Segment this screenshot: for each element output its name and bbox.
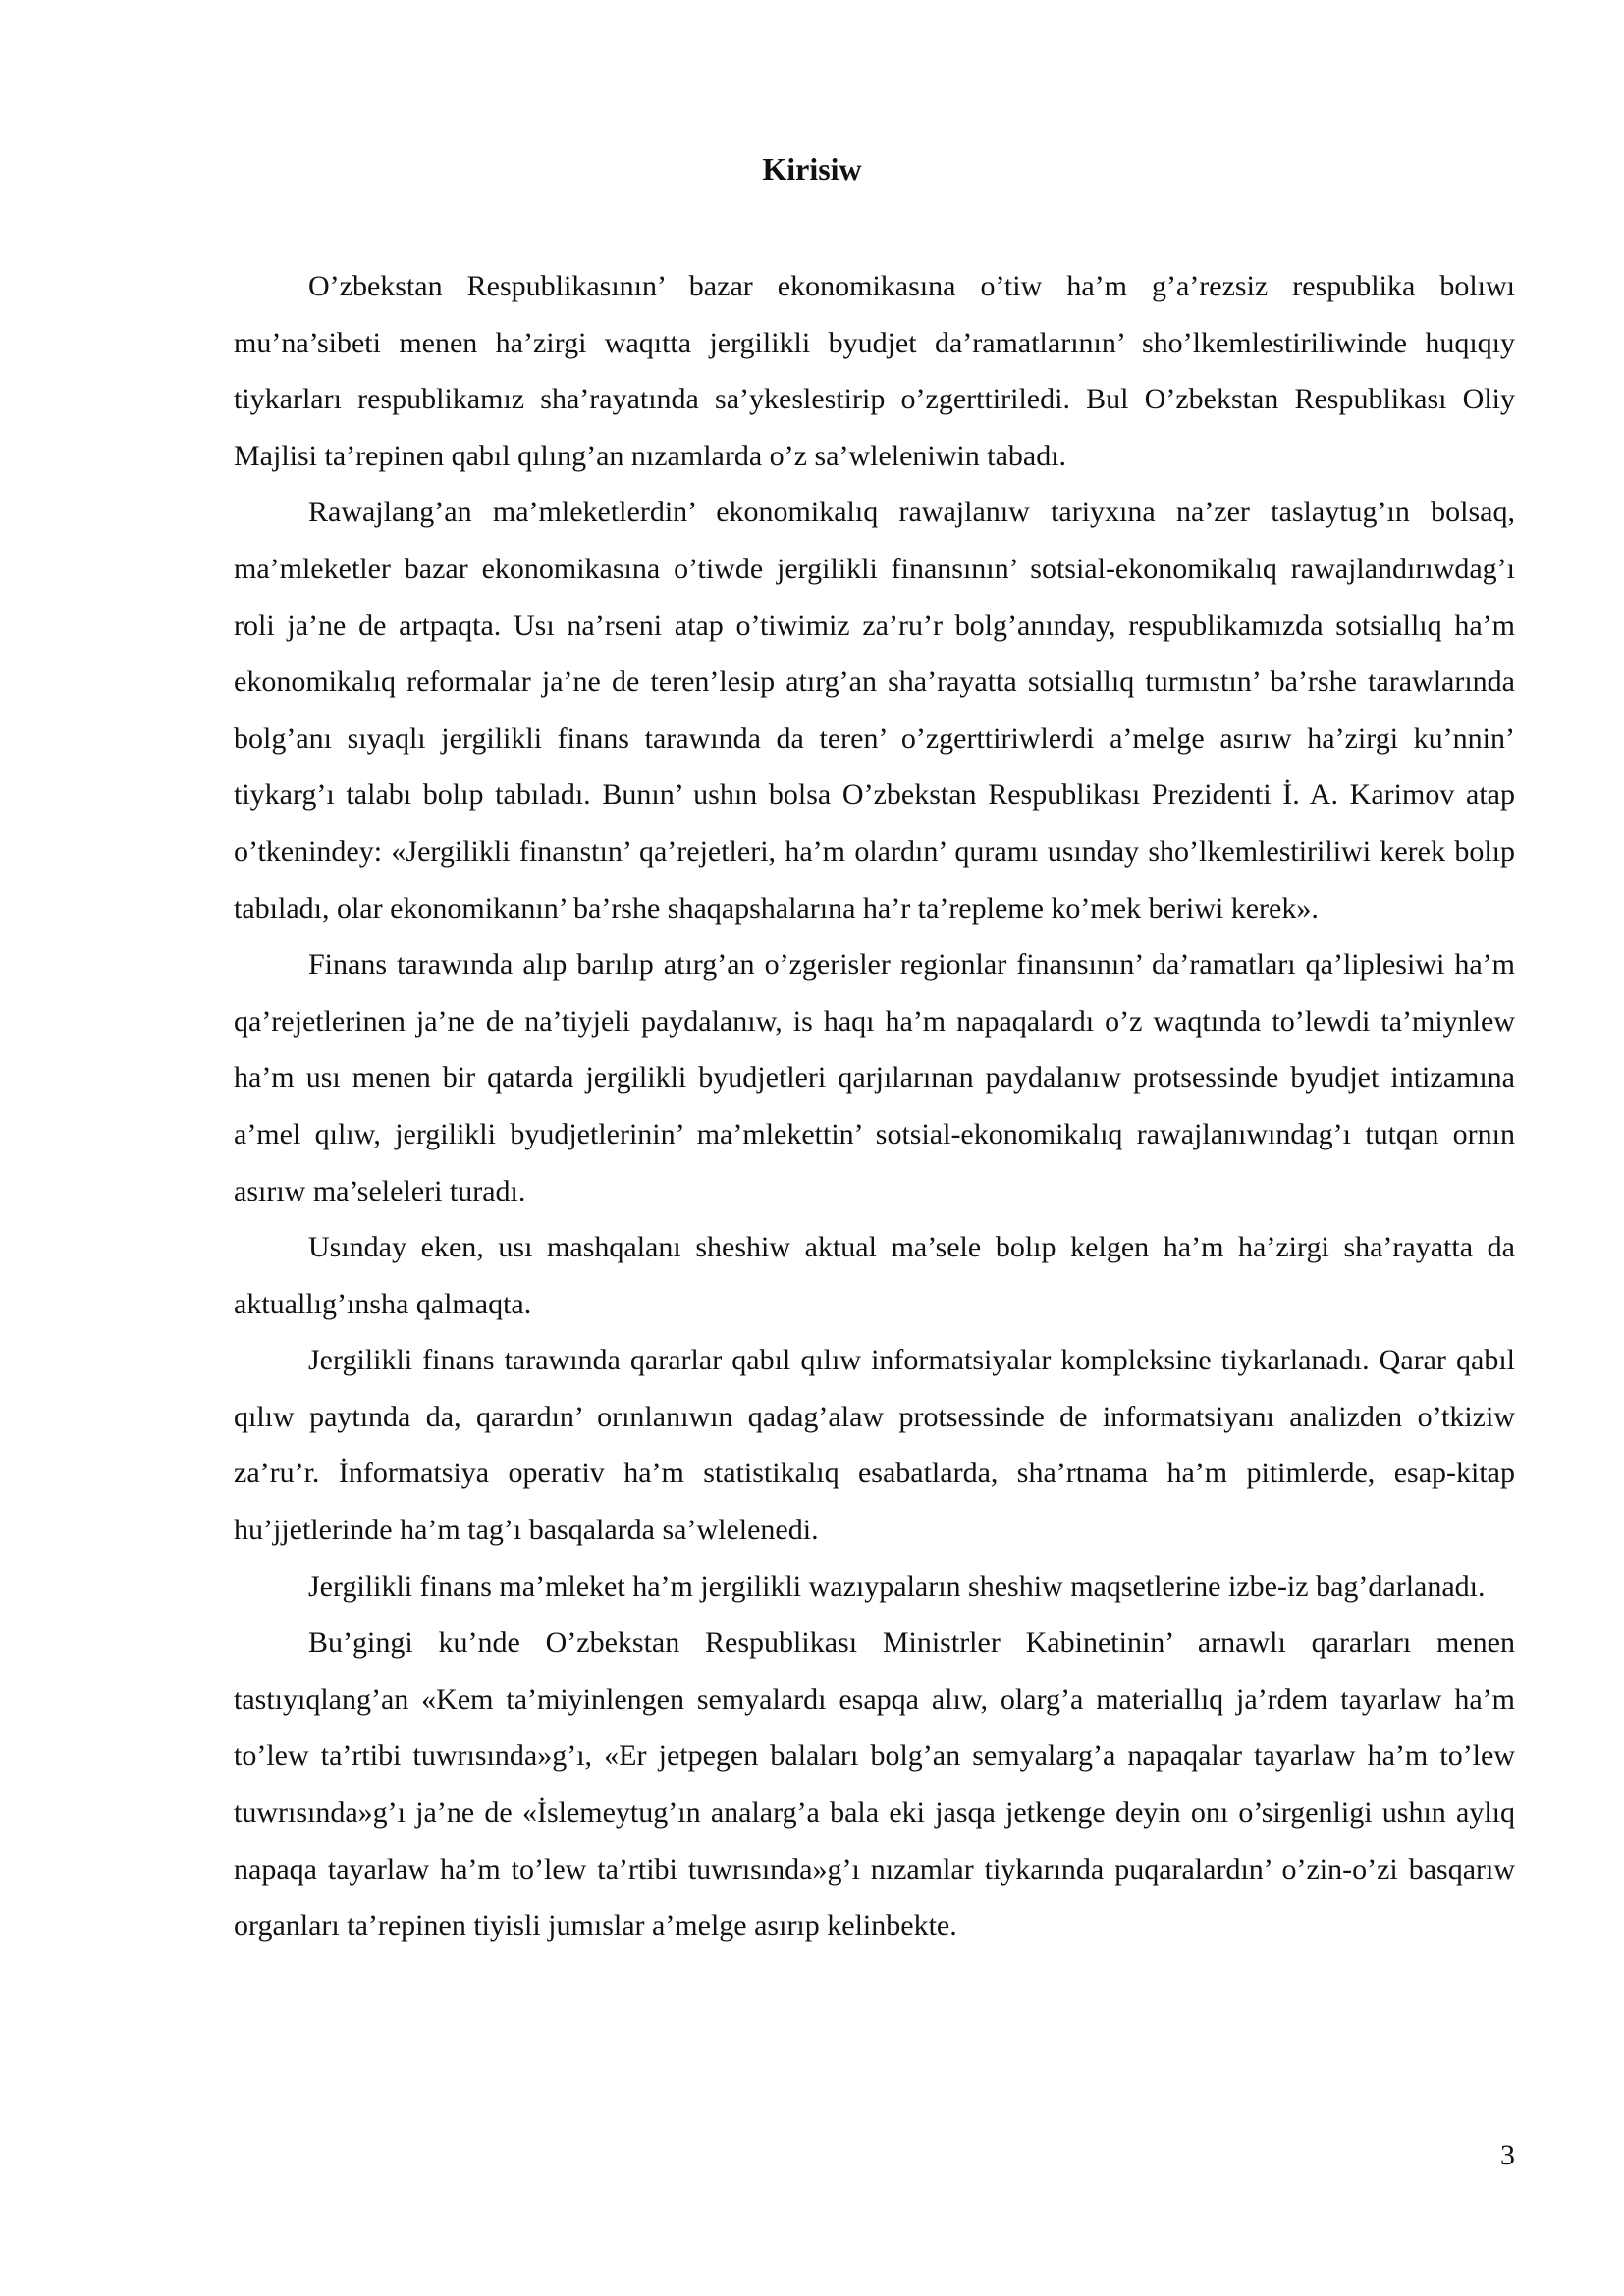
paragraph-5: Jergilikli finans tarawında qararlar qabıl qılıw informatsiyalar kompleksine tiykarlanadı. Qarar qabıl qılıw paytında da, qarardın’ orınlanıwın qadag’alaw protsessinde de informatsiyanı analizden o’tkiziw za’ru’r. İnformatsiya operativ ha’m statistikalıq esabatlarda, sha’rtnama ha’m pitimlerde, esap-kitap hu’jjetlerinde ha’m tag’ı basqalarda sa’wlelenedi. xyxy=(234,1344,1515,1547)
paragraph-4: Usınday eken, usı mashqalanı sheshiw aktual ma’sele bolıp kelgen ha’m ha’zirgi sha’rayatta da aktuallıg’ınsha qalmaqta. xyxy=(234,1231,1515,1320)
page-number: 3 xyxy=(1500,2139,1515,2171)
page-title: Kirisiw xyxy=(762,151,862,187)
paragraph-7: Bu’gingi ku’nde O’zbekstan Respublikası Ministrler Kabinetinin’ arnawlı qararları menen tastıyıqlang’an «Kem ta’miyinlengen semyalardı esapqa alıw, olarg’a materiallıq ja’rdem tayarlaw ha’m to’lew ta’rtibi tuwrısında»g’ı, «Er jetpegen balaları bolg’an semyalarg’a napaqalar tayarlaw ha’m to’lew tuwrısında»g’ı ja’ne de «İslemeytug’ın analarg’a bala eki jasqa jetkenge deyin onı o’sirgenligi ushın aylıq napaqa tayarlaw ha’m to’lew ta’rtibi tuwrısında»g’ı nızamlar tiykarında puqaralardın’ o’zin-o’zi basqarıw organları ta’repinen tiyisli jumıslar a’melge asırıp kelinbekte. xyxy=(234,1627,1515,1943)
paragraph-2: Rawajlang’an ma’mleketlerdin’ ekonomikalıq rawajlanıw tariyxına na’zer taslaytug’ın bolsaq, ma’mleketler bazar ekonomikasına o’tiwde jergilikli finansının’ sotsial-ekonomikalıq rawajlandırıwdag’ı roli ja’ne de artpaqta. Usı na’rseni atap o’tiwimiz za’ru’r bolg’anınday, respublikamızda sotsiallıq ha’m ekonomikalıq reformalar ja’ne de teren’lesip atırg’an sha’rayatta sotsiallıq turmıstın’ ba’rshe tarawlarında bolg’anı sıyaqlı jergilikli finans tarawında da teren’ o’zgerttiriwlerdi a’melge asırıw ha’zirgi ku’nnin’ tiykarg’ı talabı bolıp tabıladı. Bunın’ ushın bolsa O’zbekstan Respublikası Prezidenti İ. A. Karimov atap o’tkenindey: «Jergilikli finanstın’ qa’rejetleri, ha’m olardın’ quramı usınday sho’lkemlestiriliwi kerek bolıp tabıladı, olar ekonomikanın’ ba’rshe shaqapshalarına ha’r ta’repleme ko’mek beriwi kerek». xyxy=(234,496,1515,925)
paragraph-3: Finans tarawında alıp barılıp atırg’an o’zgerisler regionlar finansının’ da’ramatları qa’liplesiwi ha’m qa’rejetlerinen ja’ne de na’tiyjeli paydalanıw, is haqı ha’m napaqalardı o’z waqtında to’lewdi ta’miynlew ha’m usı menen bir qatarda jergilikli byudjetleri qarjılarınan paydalanıw protsessinde byudjet intizamına a’mel qılıw, jergilikli byudjetlerinin’ ma’mlekettin’ sotsial-ekonomikalıq rawajlanıwındag’ı tutqan ornın asırıw ma’seleleri turadı. xyxy=(234,948,1515,1207)
document-body xyxy=(234,258,1515,1954)
paragraph-6: Jergilikli finans ma’mleket ha’m jergilikli wazıypaların sheshiw maqsetlerine izbe-iz bag’darlanadı. xyxy=(308,1570,1486,1603)
paragraph-1: O’zbekstan Respublikasının’ bazar ekonomikasına o’tiw ha’m g’a’rezsiz respublika bolıwı mu’na’sibeti menen ha’zirgi waqıtta jergilikli byudjet da’ramatlarının’ sho’lkemlestiriliwinde huqıqıy tiykarları respublikamız sha’rayatında sa’ykeslestirip o’zgerttiriledi. Bul O’zbekstan Respublikası Oliy Majlisi ta’repinen qabıl qılıng’an nızamlarda o’z sa’wleleniwin tabadı. xyxy=(234,270,1515,472)
